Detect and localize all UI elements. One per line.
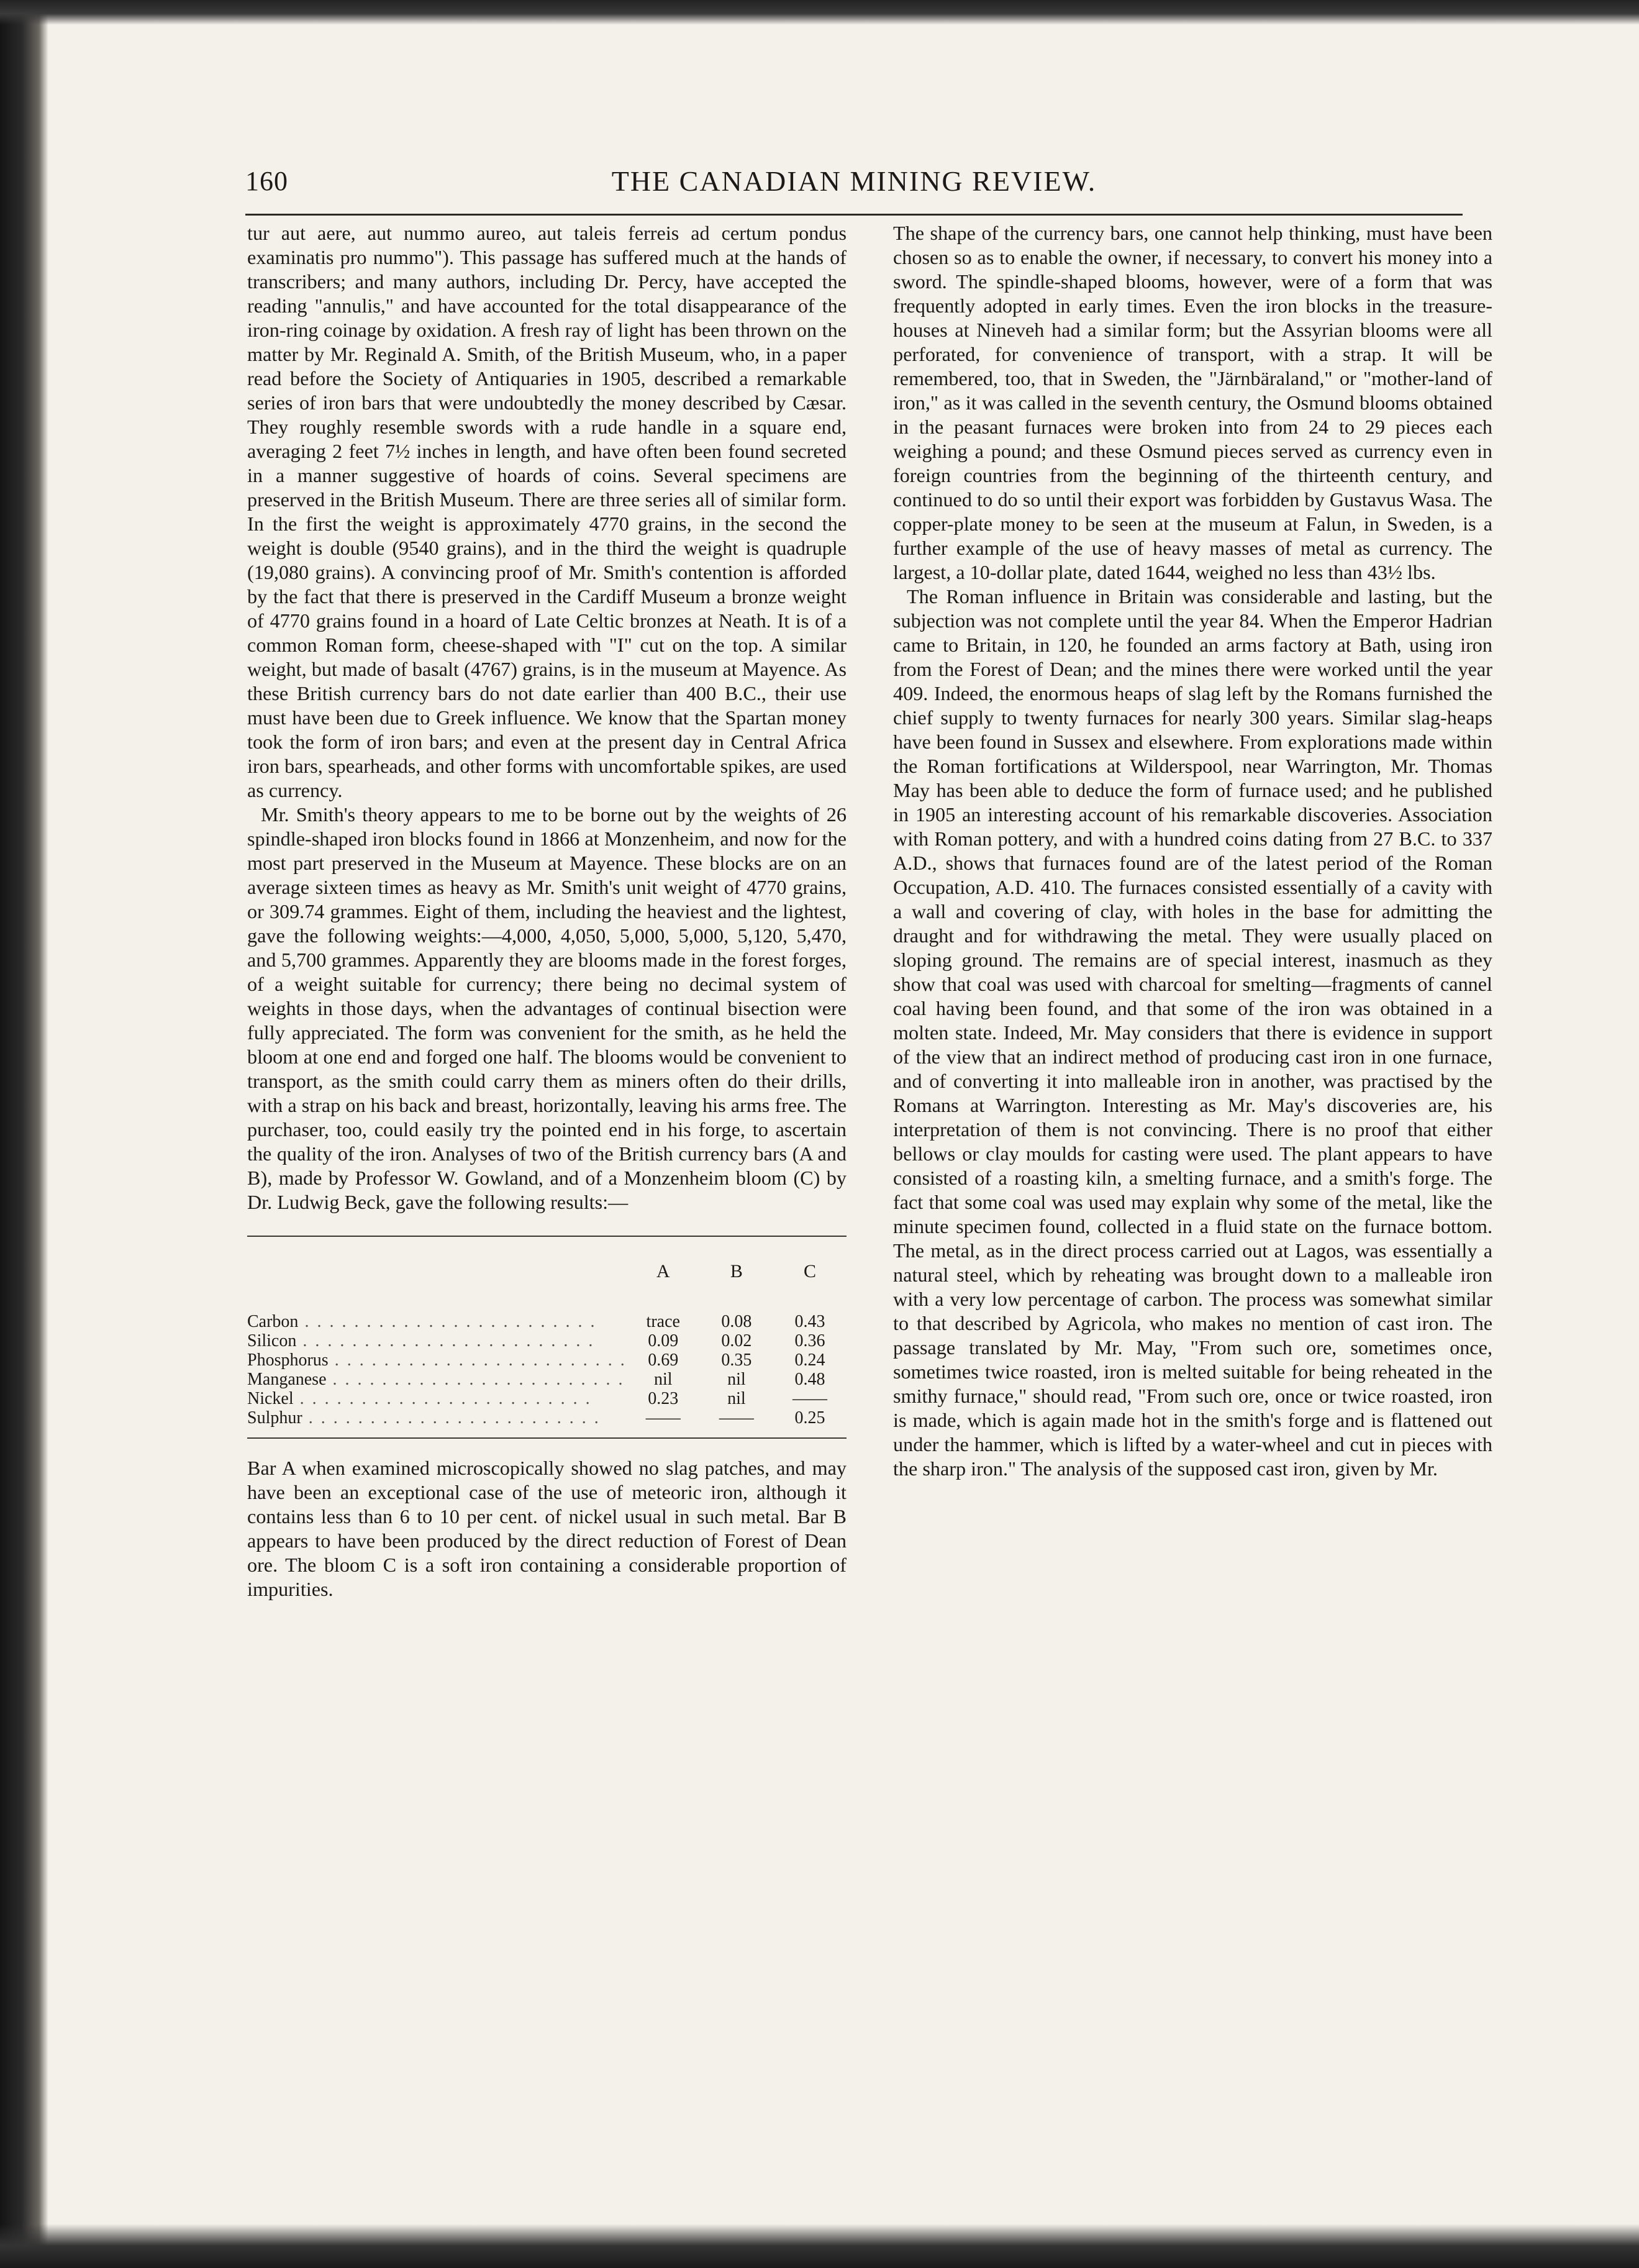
- value-b: 0.02: [721, 1331, 752, 1350]
- left-column: [247, 221, 847, 2085]
- page-header: [245, 163, 1463, 200]
- element-name: Phosphorus: [247, 1350, 329, 1370]
- right-paragraph-2: The Roman influence in Britain was considerable and lasting, but the subjection was not complete until the year 84. When the Emperor Hadrian came to Britain, in 120, he founded an arms factory at Bath, using iron from the Forest of Dean; and the mines there were worked until the year 409. Indeed, the enormous heaps of slag left by the Romans furnished the chief supply to twenty furnaces for nearly 300 years. Similar slag-heaps have been found in Sussex and elsewhere. From explorations made within the Roman fortifications at Wilderspool, near Warrington, Mr. Thomas May has been able to deduce the form of furnace used; and he published in 1905 an interesting account of his remarkable discoveries. Association with Roman pottery, and with a hundred coins dating from 27 B.C. to 337 A.D., shows that furnaces found are of the latest period of the Roman Occupation, A.D. 410. The furnaces consisted essentially of a cavity with a wall and covering of clay, with holes in the base for admitting the draught and for withdrawing the metal. They were usually placed on sloping ground. The remains are of special interest, inasmuch as they show that coal was used with charcoal for smelting—fragments of cannel coal having been found, and that some of the iron was obtained in a molten state. Indeed, Mr. May considers that there is evidence in support of the view that an indirect method of producing cast iron in one furnace, and of converting it into malleable iron in another, was practised by the Romans at Warrington. Interesting as Mr. May's discoveries are, his interpretation of them is not convincing. There is no proof that either bellows or clay moulds for casting were used. The plant appears to have consisted of a roasting kiln, a smelting furnace, and a smith's forge. The fact that some coal was used may explain why some of the metal, like the minute specimen found, collected in a fluid state on the furnace bottom. The metal, as in the direct process carried out at Lagos, was essentially a natural steel, which by reheating was brought down to a malleable iron with a very low percentage of carbon. The process was somewhat similar to that described by Agricola, who makes no mention of cast iron. The passage translated by Mr. May, "From such ore, sometimes once, sometimes twice roasted, iron is melted suitable for being reheated in the smithy furnace," should read, "From such ore, once or twice roasted, iron is made, which is again made hot in the smith's forge and is flattened out under the hammer, which is lifted by a water-wheel and cut in pieces with the sharp iron." The analysis of the supposed cast iron, given by Mr.: [893, 585, 1492, 1480]
- value-a: 0.69: [648, 1350, 679, 1370]
- value-b: nil: [727, 1370, 746, 1389]
- page-number: 160: [245, 166, 288, 196]
- table-header-blank: [247, 1243, 627, 1312]
- value-a: 0.23: [648, 1389, 679, 1408]
- running-title: THE CANADIAN MINING REVIEW.: [611, 165, 1097, 197]
- value-a: ——: [645, 1408, 681, 1428]
- right-paragraph-1: The shape of the currency bars, one cannot help thinking, must have been chosen so as to enable the owner, if necessary, to convert his money into a sword. The spindle-shaped blooms, however, were of a form that was frequently adopted in early times. Even the iron blocks in the treasure-houses at Nineveh had a similar form; but the Assyrian blooms were all perforated, for convenience of transport, with a strap. It will be remembered, too, that in Sweden, the "Järnbäraland," or "mother-land of iron," as it was called in the seventh century, the Osmund blooms obtained in the peasant furnaces were broken into from 24 to 29 pieces each weighing a pound; and these Osmund pieces served as currency even in foreign countries from the beginning of the thirteenth century, and continued to do so until their export was forbidden by Gustavus Wasa. The copper-plate money to be seen at the museum at Falun, in Sweden, is a further example of the use of heavy masses of metal as currency. The largest, a 10-dollar plate, dated 1644, weighed no less than 43½ lbs.: [893, 222, 1492, 583]
- leader-dots: . . . . . . . . . . . . . . . . . . . . . . . .: [298, 1312, 597, 1331]
- left-paragraph-1: tur aut aere, aut nummo aureo, aut taleis ferreis ad certum pondus examinatis pro nummo"). This passage has suffered much at the hands of transcribers; and many authors, including Dr. Percy, have accepted the reading "annulis," and have accounted for the total disappearance of the iron-ring coinage by oxidation. A fresh ray of light has been thrown on the matter by Mr. Reginald A. Smith, of the British Museum, who, in a paper read before the Society of Antiquaries in 1905, described a remarkable series of iron bars that were undoubtedly the money described by Cæsar. They roughly resemble swords with a rude handle in a square end, averaging 2 feet 7½ inches in length, and have often been found secreted in a manner suggestive of hoards of coins. Several specimens are preserved in the British Museum. There are three series all of similar form. In the first the weight is approximately 4770 grains, in the second the weight is double (9540 grains), and in the third the weight is quadruple (19,080 grains). A convincing proof of Mr. Smith's contention is afforded by the fact that there is preserved in the Cardiff Museum a bronze weight of 4770 grains found in a hoard of Late Celtic bronzes at Neath. It is of a common Roman form, cheese-shaped with "I" cut on the top. A similar weight, but made of basalt (4767) grains, is in the museum at Mayence. As these British currency bars do not date earlier than 400 B.C., their use must have been due to Greek influence. We know that the Spartan money took the form of iron bars; and even at the present day in Central Africa iron bars, spearheads, and other forms with uncomfortable spikes, are used as currency.: [247, 222, 847, 801]
- table-header-a: A: [656, 1261, 670, 1282]
- table-header-row: [247, 1243, 847, 1312]
- table-row: [247, 1389, 847, 1408]
- table-row: [247, 1331, 847, 1350]
- element-name: Sulphur: [247, 1408, 302, 1428]
- leader-dots: . . . . . . . . . . . . . . . . . . . . . . . .: [302, 1408, 601, 1428]
- value-b: 0.35: [721, 1350, 752, 1370]
- top-page-edge: [0, 0, 1639, 25]
- value-b: 0.08: [721, 1312, 752, 1331]
- value-a: nil: [653, 1370, 673, 1389]
- left-paragraph-2: Mr. Smith's theory appears to me to be borne out by the weights of 26 spindle-shaped iron blocks found in 1866 at Monzenheim, and now for the most part preserved in the Museum at Mayence. These blocks are on an average sixteen times as heavy as Mr. Smith's unit weight of 4770 grains, or 309.74 grammes. Eight of them, including the heaviest and the lightest, gave the following weights:—4,000, 4,050, 5,000, 5,000, 5,120, 5,470, and 5,700 grammes. Apparently they are blooms made in the forest forges, of a weight suitable for currency; there being no decimal system of weights in those days, when the advantages of continual bisection were fully appreciated. The form was convenient for the smith, as he held the bloom at one end and forged one half. The blooms would be convenient to transport, as the smith could carry them as miners often do their drills, with a strap on his back and breast, horizontally, leaving his arms free. The purchaser, too, could easily try the pointed end in his forge, to ascertain the quality of the iron. Analyses of two of the British currency bars (A and B), made by Professor W. Gowland, and of a Monzenheim bloom (C) by Dr. Ludwig Beck, gave the following results:—: [247, 803, 847, 1213]
- value-b: ——: [719, 1408, 754, 1428]
- leader-dots: . . . . . . . . . . . . . . . . . . . . . . . .: [328, 1350, 627, 1370]
- value-c: 0.48: [794, 1370, 825, 1389]
- value-c: 0.43: [794, 1312, 825, 1331]
- table-row: [247, 1350, 847, 1370]
- element-name: Nickel: [247, 1389, 294, 1408]
- table-row: [247, 1370, 847, 1389]
- left-paragraph-after-table: Bar A when examined microscopically showed no slag patches, and may have been an exceptional case of the use of meteoric iron, although it contains less than 6 to 10 per cent. of nickel usual in such metal. Bar B appears to have been produced by the direct reduction of Forest of Dean ore. The bloom C is a soft iron containing a considerable proportion of impurities.: [247, 1457, 847, 1600]
- value-c: 0.25: [794, 1408, 825, 1428]
- value-a: trace: [646, 1312, 680, 1331]
- analysis-table: [247, 1236, 847, 1439]
- leader-dots: . . . . . . . . . . . . . . . . . . . . . . . .: [296, 1331, 595, 1350]
- table-row: [247, 1408, 847, 1428]
- header-rule: [245, 214, 1463, 216]
- value-a: 0.09: [648, 1331, 679, 1350]
- value-b: nil: [727, 1389, 746, 1408]
- value-c: 0.36: [794, 1331, 825, 1350]
- table-header-c: C: [803, 1261, 816, 1282]
- bottom-page-edge: [0, 2224, 1639, 2268]
- table-header-b: B: [730, 1261, 743, 1282]
- right-column: [893, 221, 1492, 2085]
- table-row: [247, 1312, 847, 1331]
- element-name: Carbon: [247, 1312, 299, 1331]
- leader-dots: . . . . . . . . . . . . . . . . . . . . . . . .: [326, 1370, 625, 1389]
- value-c: ——: [792, 1389, 827, 1408]
- value-c: 0.24: [794, 1350, 825, 1370]
- element-name: Silicon: [247, 1331, 297, 1350]
- binding-shadow: [0, 0, 48, 2268]
- leader-dots: . . . . . . . . . . . . . . . . . . . . . . . .: [293, 1389, 592, 1408]
- element-name: Manganese: [247, 1370, 327, 1389]
